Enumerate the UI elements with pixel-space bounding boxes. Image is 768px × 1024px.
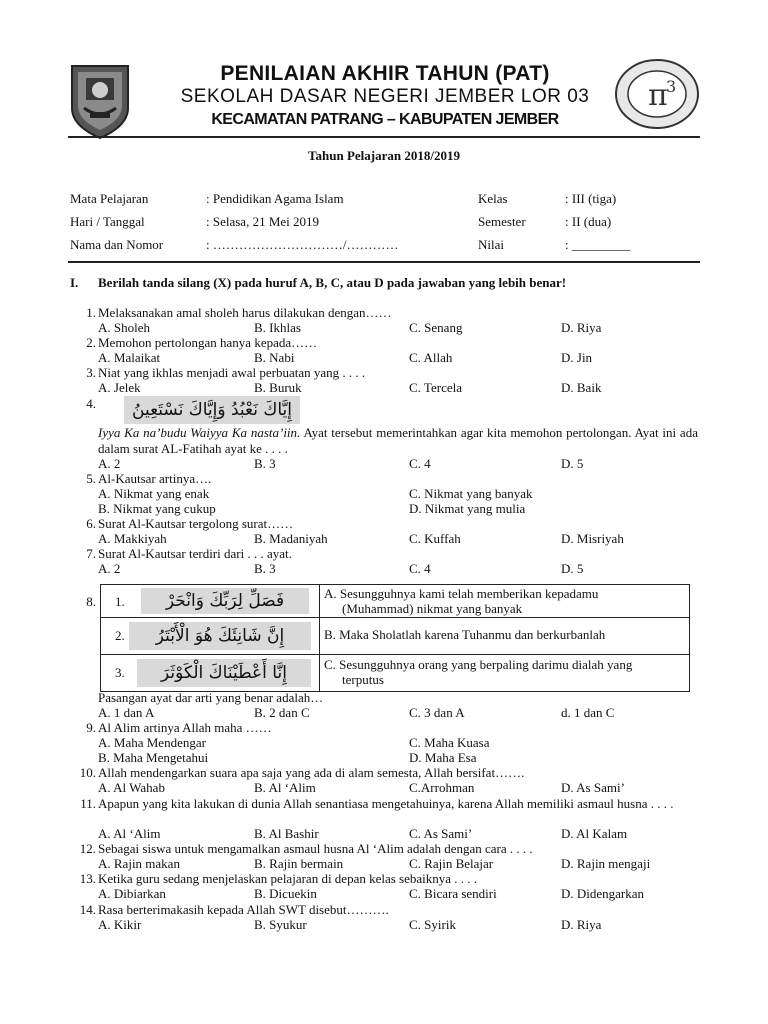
question-number: 13. [79,871,96,886]
option-c[interactable]: C. 3 dan A [409,705,465,720]
option-b[interactable]: B. Madaniyah [254,531,328,546]
meaning-cell [320,618,690,655]
option-a[interactable]: A. Al Wahab [98,780,165,795]
option-d[interactable]: D. Didengarkan [561,886,645,901]
latin-transliteration: Iyya Ka na’budu Waiyya Ka nasta’iin. [98,425,301,440]
question-number: 14. [79,902,96,917]
question-text: Al-Kautsar artinya…. [98,471,212,486]
section-instruction: Berilah tanda silang (X) pada huruf A, B, C, atau D pada jawaban yang lebih benar! [98,275,567,290]
subject-value: : Pendidikan Agama Islam [206,191,344,206]
option-b[interactable]: B. Nabi [254,350,295,365]
option-c[interactable]: C. Nikmat yang banyak [409,486,533,501]
question-text: Niat yang ikhlas menjadi awal perbuatan yang . . . . [98,365,366,380]
meaning-text-cont: (Muhammad) nikmat yang banyak [342,601,523,616]
option-a[interactable]: A. Rajin makan [98,856,180,871]
option-b[interactable]: B. 2 dan C [254,705,310,720]
question-number: 9. [86,720,96,735]
option-d[interactable]: D. Riya [561,917,602,932]
name-field[interactable]: : …………………………/………… [206,237,399,252]
verse-cell [101,655,320,692]
option-d[interactable]: D. Al Kalam [561,826,628,841]
question-number: 8. [86,594,96,609]
option-d[interactable]: D. Maha Esa [409,750,477,765]
date-label: Hari / Tanggal [70,214,145,229]
meaning-cell [320,655,690,692]
verse-cell [101,618,320,655]
svg-text:3: 3 [666,77,677,96]
class-label: Kelas [478,191,508,206]
question-text: Allah mendengarkan suara apa saja yang ada di alam semesta, Allah bersifat……. [98,765,525,780]
option-c[interactable]: C. Syirik [409,917,456,932]
question-number: 5. [86,471,96,486]
option-b[interactable]: B. Al ‘Alim [254,780,316,795]
question-number: 7. [86,546,96,561]
table-row [101,655,690,692]
question-number: 6. [86,516,96,531]
option-a[interactable]: A. Maha Mendengar [98,735,206,750]
option-c[interactable]: C.Arrohman [409,780,475,795]
question-text: Apapun yang kita lakukan di dunia Allah senantiasa mengetahuinya, karena Allah memiliki asmaul husna . . . . [98,796,674,811]
option-d[interactable]: D. Baik [561,380,602,395]
option-b[interactable]: B. Maha Mengetahui [98,750,209,765]
option-c[interactable]: C. Kuffah [409,531,461,546]
meaning-text: B. Maka Sholatlah karena Tuhanmu dan berkurbanlah [324,627,606,642]
subject-label: Mata Pelajaran [70,191,149,206]
academic-year: Tahun Pelajaran 2018/2019 [308,148,460,163]
option-a[interactable]: A. Sholeh [98,320,150,335]
question-number: 11. [80,796,96,811]
option-b[interactable]: B. Ikhlas [254,320,301,335]
option-d[interactable]: D. Misriyah [561,531,624,546]
question-number: 12. [79,841,96,856]
option-d[interactable]: D. 5 [561,561,584,576]
name-label: Nama dan Nomor [70,237,164,252]
option-d[interactable]: D. Jin [561,350,593,365]
option-d[interactable]: D. Riya [561,320,602,335]
option-b[interactable]: B. Al Bashir [254,826,319,841]
district-name: KECAMATAN PATRANG – KABUPATEN JEMBER [211,111,559,128]
question-text: Melaksanakan amal sholeh harus dilakukan dengan…… [98,305,392,320]
verse-number: 1. [115,594,125,609]
question-text: Ketika guru sedang menjelaskan pelajaran di depan kelas sebaiknya . . . . [98,871,478,886]
option-a[interactable]: A. Kikir [98,917,142,932]
meaning-text: A. Sesungguhnya kami telah memberikan kepadamu [324,586,599,601]
option-a[interactable]: A. 2 [98,456,121,471]
option-b[interactable]: B. Syukur [254,917,307,932]
score-label: Nilai [478,237,504,252]
option-a[interactable]: A. Nikmat yang enak [98,486,210,501]
question-number: 10. [79,765,96,780]
date-value: : Selasa, 21 Mei 2019 [206,214,320,229]
question-text: Pasangan ayat dar arti yang benar adalah… [98,690,324,705]
arabic-verse: إِنَّا أَعْطَيْنَاكَ الْكَوْثَرَ [137,659,311,687]
svg-text:π: π [648,78,668,113]
option-c[interactable]: C. Tercela [409,380,462,395]
option-a[interactable]: A. 1 dan A [98,705,155,720]
question-text: Al Alim artinya Allah maha …… [98,720,272,735]
question-text: Sebagai siswa untuk mengamalkan asmaul husna Al ‘Alim adalah dengan cara . . . . [98,841,533,856]
score-field[interactable]: : _________ [565,237,631,252]
question-body: Ayat tersebut memerintahkan agar kita memohon pertolongan. Ayat ini ada dalam surat AL-Fatihah ayat ke . . . . [98,425,698,456]
option-b[interactable]: B. Nikmat yang cukup [98,501,216,516]
regency-emblem [66,60,134,140]
option-d[interactable]: D. As Sami’ [561,780,625,795]
question-text: Surat Al-Kautsar terdiri dari . . . ayat. [98,546,292,561]
question-number: 3. [86,365,96,380]
option-c[interactable]: C. Allah [409,350,453,365]
section-number: I. [70,275,79,290]
arabic-verse: إِيَّاكَ نَعْبُدُ وَإِيَّاكَ نَسْتَعِينُ [124,396,300,424]
option-a[interactable]: A. Dibiarkan [98,886,166,901]
question-text: Surat Al-Kautsar tergolong surat…… [98,516,294,531]
option-c[interactable]: C. Maha Kuasa [409,735,490,750]
question-number: 2. [86,335,96,350]
option-b[interactable]: B. 3 [254,456,276,471]
verse-number: 2. [115,628,125,643]
meaning-text-cont: terputus [342,672,384,687]
school-name: SEKOLAH DASAR NEGERI JEMBER LOR 03 [180,86,590,107]
option-c[interactable]: C. As Sami’ [409,826,473,841]
option-c[interactable]: C. Senang [409,320,463,335]
verse-cell [101,585,320,618]
option-c[interactable]: C. Bicara sendiri [409,886,497,901]
option-a[interactable]: A. Makkiyah [98,531,167,546]
school-logo [614,58,700,130]
semester-label: Semester [478,214,526,229]
option-c[interactable]: C. 4 [409,561,431,576]
question-number: 1. [86,305,96,320]
option-d[interactable]: d. 1 dan C [561,705,615,720]
table-row [101,585,690,618]
semester-value: : II (dua) [565,214,612,229]
meaning-cell [320,585,690,618]
question-text: Rasa berterimakasih kepada Allah SWT disebut………. [98,902,389,917]
question-text: Memohon pertolongan hanya kepada…… [98,335,318,350]
option-c[interactable]: C. 4 [409,456,431,471]
option-d[interactable]: D. Rajin mengaji [561,856,651,871]
verse-number: 3. [115,665,125,680]
info-rule [68,261,700,263]
option-b[interactable]: B. Rajin bermain [254,856,344,871]
option-d[interactable]: D. Nikmat yang mulia [409,501,526,516]
option-c[interactable]: C. Rajin Belajar [409,856,494,871]
option-b[interactable]: B. 3 [254,561,276,576]
option-b[interactable]: B. Buruk [254,380,302,395]
option-a[interactable]: A. Al ‘Alim [98,826,161,841]
exam-title: PENILAIAN AKHIR TAHUN (PAT) [220,62,550,85]
option-b[interactable]: B. Dicuekin [254,886,317,901]
matching-table [100,584,690,692]
option-a[interactable]: A. 2 [98,561,121,576]
option-a[interactable]: A. Malaikat [98,350,161,365]
question-number: 4. [86,396,96,411]
arabic-verse: إِنَّ شَانِئَكَ هُوَ الْأَبْتَرُ [129,622,311,650]
header-rule-thick [68,136,700,138]
class-value: : III (tiga) [565,191,617,206]
arabic-verse: فَصَلِّ لِرَبِّكَ وَانْحَرْ [141,588,309,614]
meaning-text: C. Sesungguhnya orang yang berpaling darimu dialah yang [324,657,633,672]
option-d[interactable]: D. 5 [561,456,584,471]
question-text [98,425,698,457]
table-row [101,618,690,655]
option-a[interactable]: A. Jelek [98,380,141,395]
